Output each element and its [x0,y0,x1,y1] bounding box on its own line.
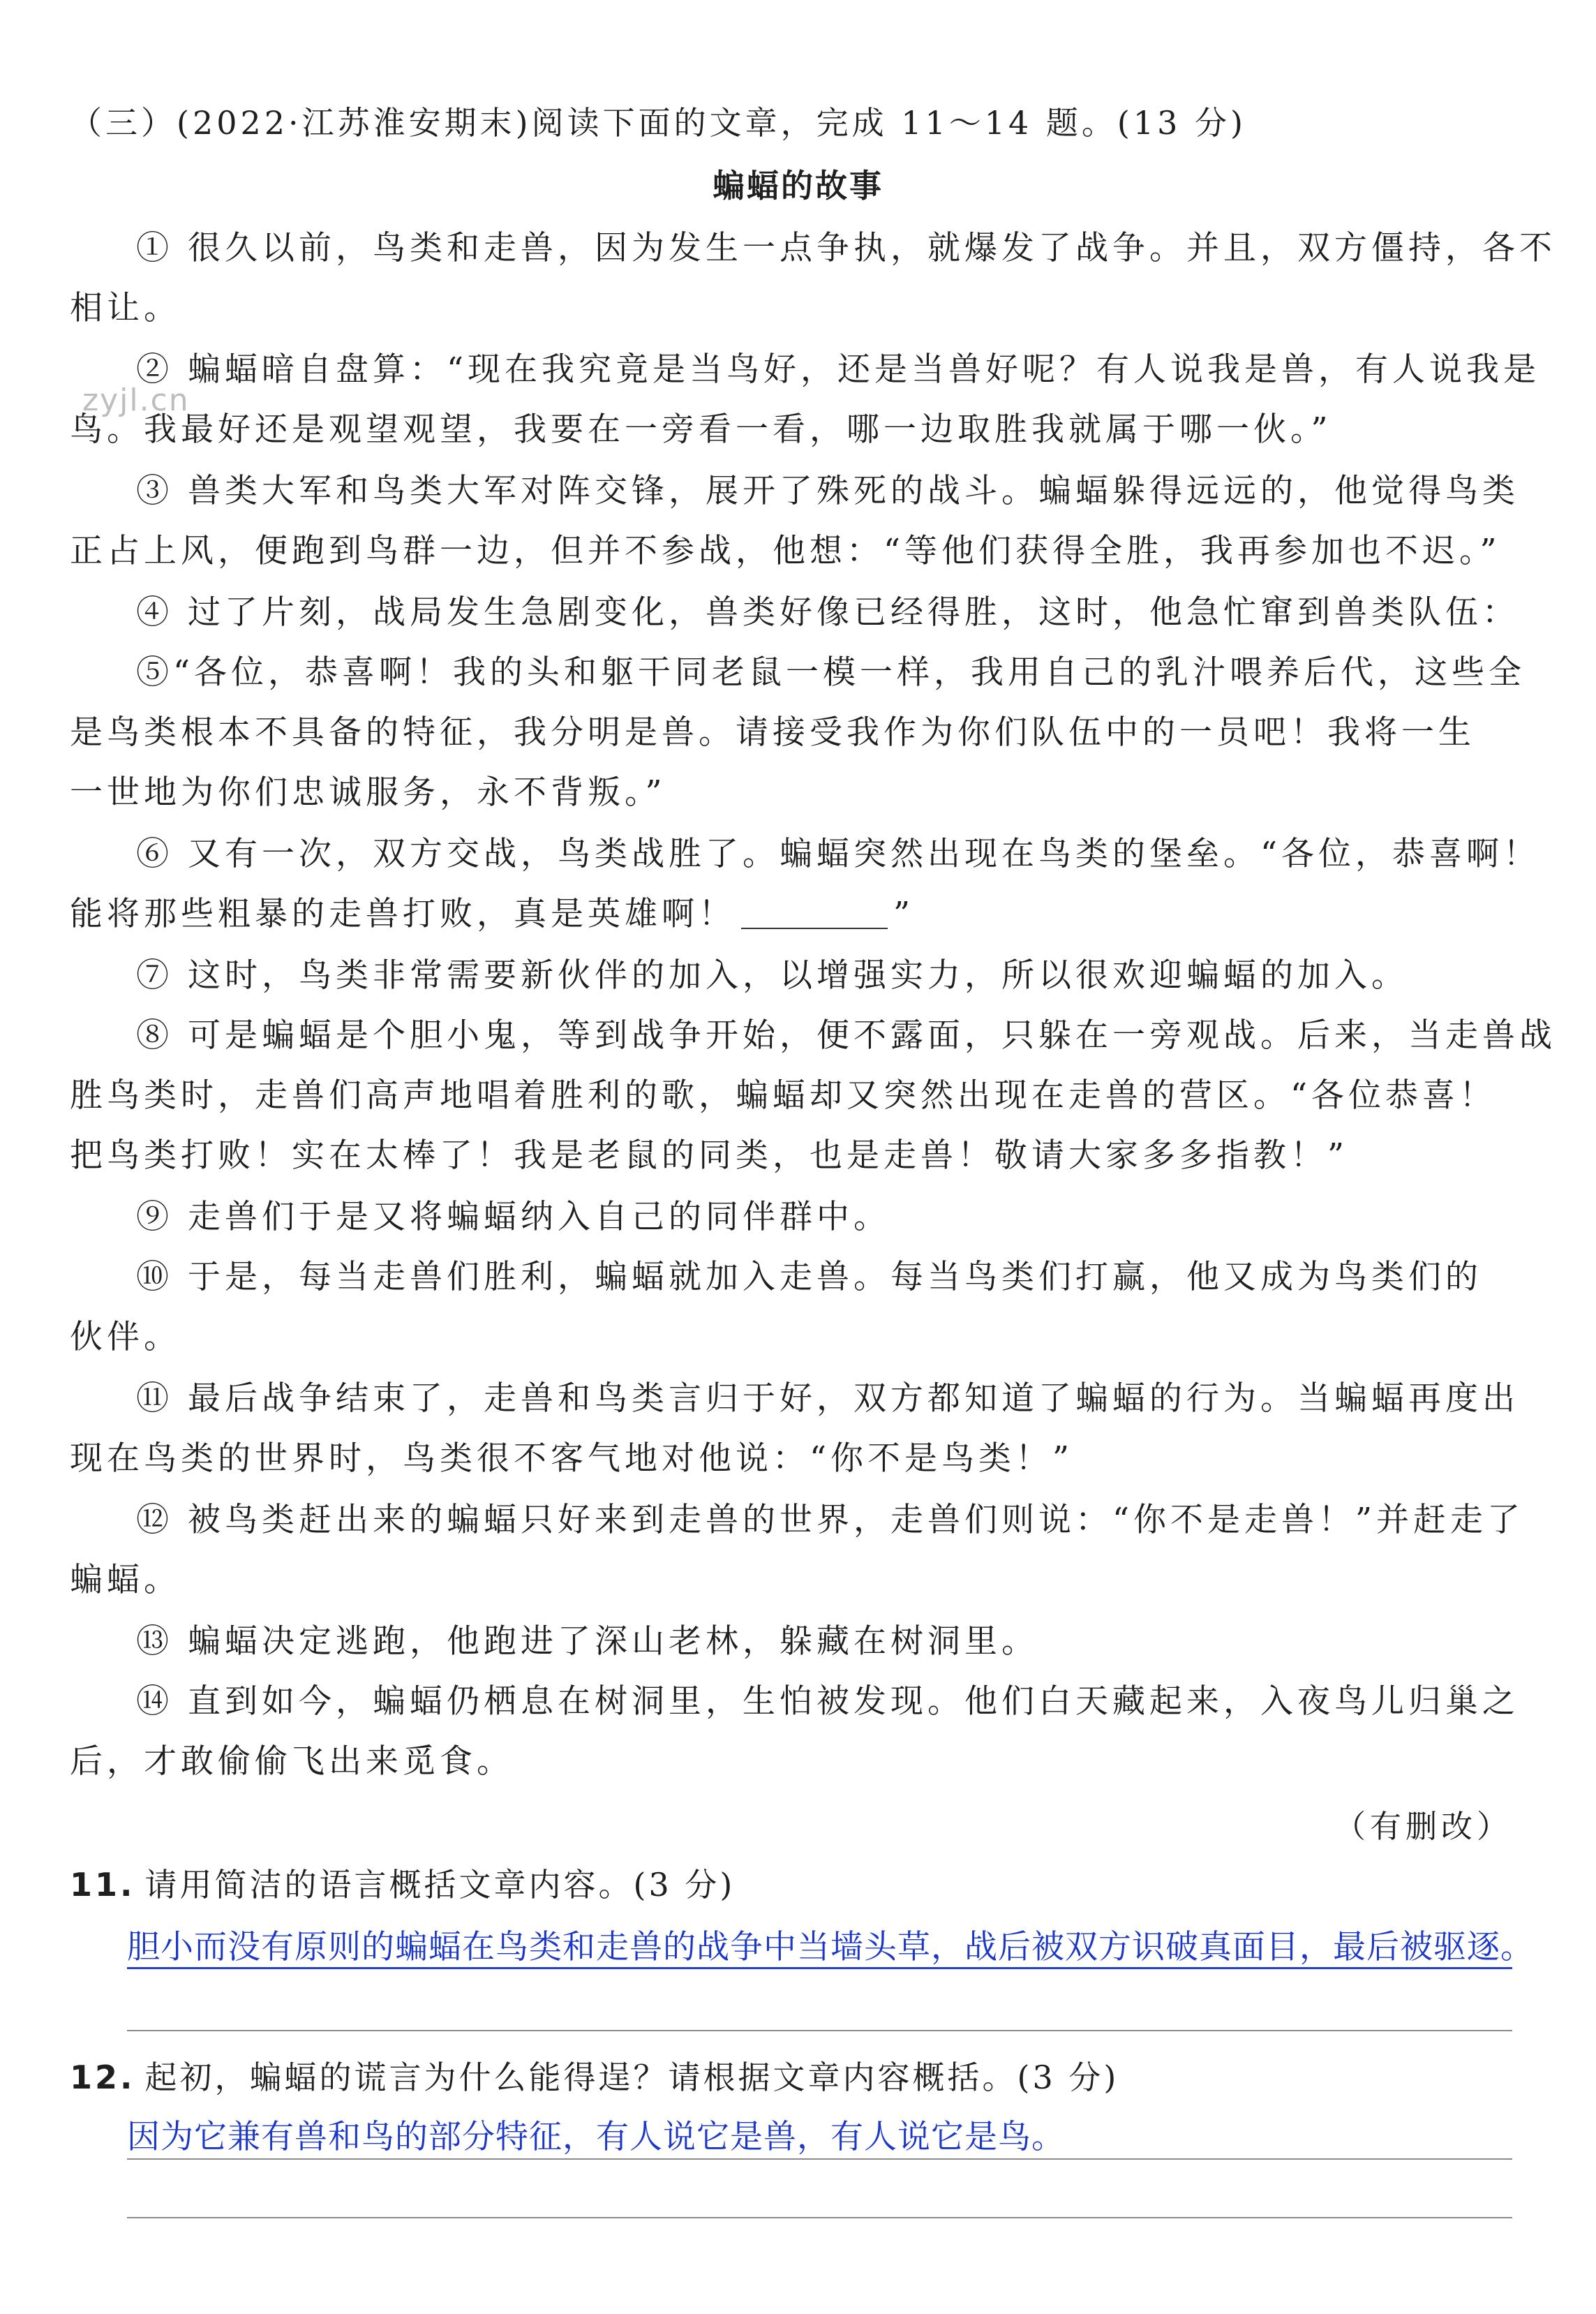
paragraph-line: 鸟。我最好还是观望观望，我要在一旁看一看，哪一边取胜我就属于哪一伙。” [70,410,1332,449]
paragraph-11 [70,1378,1523,1498]
paragraph-line: ⑤“各位，恭喜啊！我的头和躯干同老鼠一模一样，我用自己的乳汁喂养后代，这些全 [136,653,1526,692]
source-note: （有删改） [1334,1808,1512,1845]
paragraph-line: ⑬ 蝙蝠决定逃跑，他跑进了深山老林，躲藏在树洞里。 [136,1622,1038,1661]
paragraph-14 [70,1681,1523,1801]
answer-line [127,1967,1512,1969]
paragraph-4 [70,592,1523,652]
paragraph-line: ⑪ 最后战争结束了，走兽和鸟类言归于好，双方都知道了蝙蝠的行为。当蝙蝠再度出 [136,1379,1519,1418]
answer-line [127,2217,1512,2218]
paragraph-line: ⑥ 又有一次，双方交战，鸟类战胜了。蝙蝠突然出现在鸟类的堡垒。“各位，恭喜啊！ [136,835,1540,873]
paragraph-2 [70,349,1540,469]
section-intro: （三）(2022·江苏淮安期末)阅读下面的文章，完成 11～14 题。(13 分) [70,104,1246,142]
paragraph-line: ⑨ 走兽们于是又将蝙蝠纳入自己的同伴群中。 [136,1198,890,1236]
paragraph-line: ⑧ 可是蝙蝠是个胆小鬼，等到战争开始，便不露面，只躲在一旁观战。后来，当走兽战 [136,1016,1556,1055]
paragraph-10 [70,1256,1523,1377]
answer-12[interactable]: 因为它兼有兽和鸟的部分特征，有人说它是兽，有人说它是鸟。 [127,2118,1065,2156]
paragraph-line: 胜鸟类时，走兽们高声地唱着胜利的歌，蝙蝠却又突然出现在走兽的营区。“各位恭喜！ [70,1076,1497,1115]
paragraph-12 [70,1499,1523,1619]
question-text: 起初，蝙蝠的谎言为什么能得逞？请根据文章内容概括。(3 分) [144,2059,1119,2096]
paragraph-line: ② 蝙蝠暗自盘算：“现在我究竟是当鸟好，还是当兽好呢？有人说我是兽，有人说我是 [136,350,1540,389]
paragraph-line: 蝙蝠。 [70,1561,181,1599]
paragraph-line: ① 很久以前，鸟类和走兽，因为发生一点争执，就爆发了战争。并且，双方僵持，各不 [136,229,1556,267]
paragraph-line: 一世地为你们忠诚服务，永不背叛。” [70,773,666,812]
paragraph-line: 伙伴。 [70,1318,181,1356]
paragraph-3 [70,470,1523,591]
article-title: 蝙蝠的故事 [713,167,883,205]
paragraph-line: 现在鸟类的世界时，鸟类很不客气地对他说：“你不是鸟类！” [70,1439,1074,1478]
fill-in-blank[interactable] [741,900,888,929]
paragraph-line: ⑦ 这时，鸟类非常需要新伙伴的加入，以增强实力，所以很欢迎蝙蝠的加入。 [136,956,1408,995]
answer-11[interactable]: 胆小而没有原则的蝙蝠在鸟类和走兽的战争中当墙头草，战后被双方识破真面目，最后被驱逐。 [127,1928,1534,1966]
paragraph-line: ④ 过了片刻，战局发生急剧变化，兽类好像已经得胜，这时，他急忙窜到兽类队伍： [136,593,1519,632]
answer-line [127,2158,1512,2160]
paragraph-5 [70,652,1526,832]
paragraph-line: ⑭ 直到如今，蝙蝠仍栖息在树洞里，生怕被发现。他们白天藏起来，入夜鸟儿归巢之 [136,1682,1519,1721]
paragraph-line [70,893,1523,954]
question-text: 请用简洁的语言概括文章内容。(3 分) [144,1866,736,1904]
paragraph-line: ⑩ 于是，每当走兽们胜利，蝙蝠就加入走兽。每当鸟类们打赢，他又成为鸟类们的 [136,1258,1482,1296]
paragraph-line: 相让。 [70,289,181,327]
paragraph-line: ⑫ 被鸟类赶出来的蝙蝠只好来到走兽的世界，走兽们则说：“你不是走兽！”并赶走了 [136,1501,1524,1539]
paragraph-line: 后，才敢偷偷飞出来觅食。 [70,1742,514,1781]
question-12 [70,2052,1119,2098]
paragraph-line: 把鸟类打败！实在太棒了！我是老鼠的同类，也是走兽！敬请大家多多指教！” [70,1136,1349,1175]
question-number: 11. [70,1866,135,1904]
paragraph-6 [70,833,1540,954]
paragraph-1 [70,228,1556,348]
watermark: zyjl.cn [82,383,190,418]
paragraph-text: 能将那些粗暴的走兽打败，真是英雄啊！ [70,895,736,933]
closing-quote: ” [893,895,915,933]
paragraph-13 [70,1621,1523,1681]
question-11 [70,1860,735,1906]
question-number: 12. [70,2059,135,2096]
paragraph-9 [70,1196,1523,1256]
paragraph-line: 正占上风，便跑到鸟群一边，但并不参战，他想：“等他们获得全胜，我再参加也不迟。” [70,532,1501,570]
paragraph-line: 是鸟类根本不具备的特征，我分明是兽。请接受我作为你们队伍中的一员吧！我将一生 [70,713,1475,752]
paragraph-line: ③ 兽类大军和鸟类大军对阵交锋，展开了殊死的战斗。蝙蝠躲得远远的，他觉得鸟类 [136,472,1519,510]
paragraph-7 [70,955,1523,1015]
answer-line [127,2030,1512,2031]
paragraph-8 [70,1015,1556,1195]
